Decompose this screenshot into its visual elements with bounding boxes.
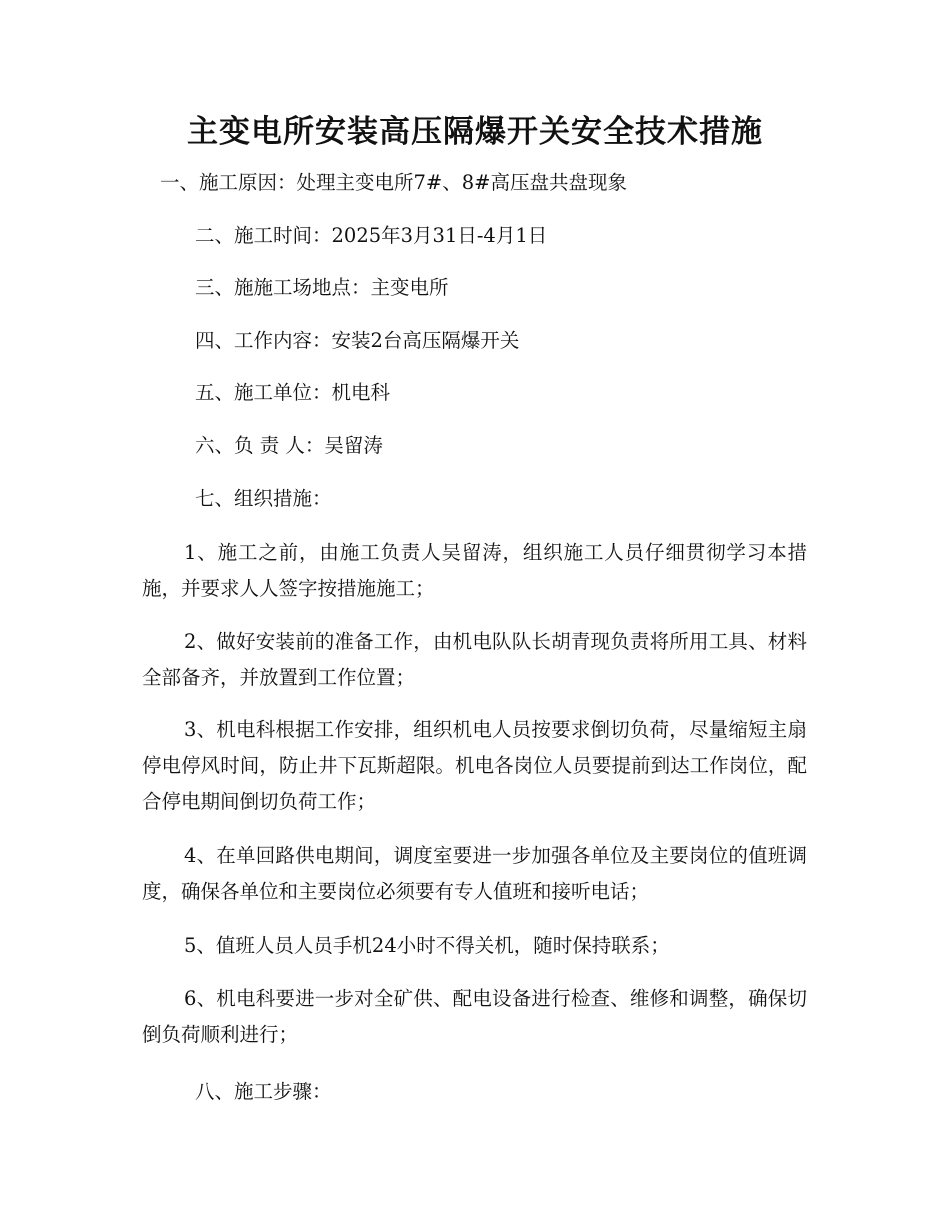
- item-construction-unit: 五、施工单位：机电科: [195, 381, 391, 404]
- measure-5: 5、值班人员人员手机24小时不得关机，随时保持联系；: [184, 934, 670, 957]
- item-work-content: 四、工作内容：安装2台高压隔爆开关: [195, 329, 520, 352]
- measure-4: 4、在单回路供电期间，调度室要进一步加强各单位及主要岗位的值班调度，确保各单位和主要岗位必须要有专人值班和接听电话；: [142, 844, 807, 903]
- item-construction-time: 二、施工时间：2025年3月31日-4月1日: [195, 224, 548, 247]
- document-title: 主变电所安装高压隔爆开关安全技术措施: [187, 114, 763, 150]
- item-organizational-measures: 七、组织措施：: [195, 487, 332, 510]
- measure-6: 6、机电科要进一步对全矿供、配电设备进行检查、维修和调整，确保切倒负荷顺利进行；: [142, 987, 807, 1046]
- item-construction-site: 三、施施工场地点：主变电所: [195, 276, 449, 299]
- measure-2: 2、做好安装前的准备工作，由机电队队长胡青现负责将所用工具、材料全部备齐，并放置到工作位置；: [142, 630, 807, 689]
- item-construction-reason: 一、施工原因：处理主变电所7#、8#高压盘共盘现象: [160, 171, 627, 194]
- section-construction-steps: 八、施工步骤：: [195, 1080, 332, 1103]
- item-person-in-charge: 六、负 责 人：吴留涛: [195, 434, 383, 457]
- measure-1: 1、施工之前，由施工负责人吴留涛，组织施工人员仔细贯彻学习本措施，并要求人人签字按措施施工；: [142, 541, 807, 600]
- measure-3: 3、机电科根据工作安排，组织机电人员按要求倒切负荷，尽量缩短主扇停电停风时间，防止井下瓦斯超限。机电各岗位人员要提前到达工作岗位，配合停电期间倒切负荷工作；: [142, 718, 807, 813]
